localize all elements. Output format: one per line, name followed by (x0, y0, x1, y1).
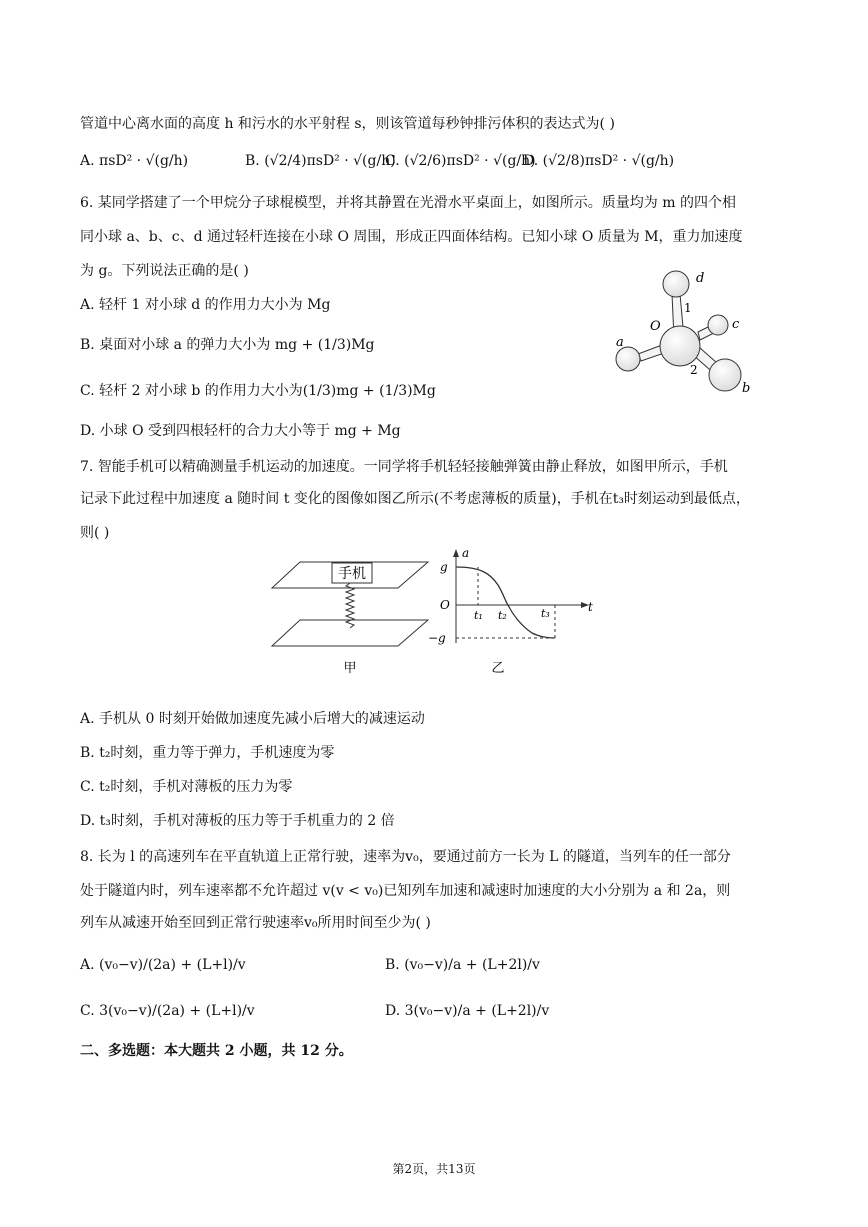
label-t1: t₁ (474, 609, 483, 622)
q5-option-b: B. (√2/4)πsD² · √(g/h) (245, 153, 396, 169)
ball-b (709, 359, 741, 391)
q8-stem-line2: 处于隧道内时，列车速率都不允许超过 v(v < v₀)已知列车加速和减速时加速度的大小分别为 a 和 2a，则 (80, 883, 731, 899)
q5-tail: 管道中心离水面的高度 h 和污水的水平射程 s，则该管道每秒钟排污体积的表达式为( ) (80, 116, 615, 132)
label-d: d (696, 271, 705, 286)
label-g: g (440, 560, 448, 574)
label-t-axis: t (588, 600, 593, 614)
acceleration-graph (420, 545, 600, 680)
q7-option-a: A. 手机从 0 时刻开始做加速度先减小后增大的减速运动 (80, 711, 425, 727)
label-minus-g: −g (428, 631, 446, 645)
phone-label: 手机 (338, 566, 366, 582)
ball-d (663, 271, 689, 297)
label-a: a (616, 335, 624, 350)
q8-stem-line3: 列车从减速开始至回到正常行驶速率v₀所用时间至少为( ) (80, 915, 431, 931)
q6-stem-line2: 同小球 a、b、c、d 通过轻杆连接在小球 O 周围，形成正四面体结构。已知小球 O 质量为 M，重力加速度 (80, 229, 743, 245)
q5-option-d: D. (√2/8)πsD² · √(g/h) (523, 153, 675, 169)
q7-option-d: D. t₃时刻，手机对薄板的压力等于手机重力的 2 倍 (80, 813, 395, 829)
q7-option-c: C. t₂时刻，手机对薄板的压力为零 (80, 779, 293, 795)
q5-option-c: C. (√2/6)πsD² · √(g/h) (385, 153, 536, 169)
ball-a (616, 347, 640, 371)
label-c: c (732, 317, 740, 332)
q8-option-c: C. 3(v₀−v)/(2a) + (L+l)/v (80, 1003, 255, 1019)
spring (346, 583, 354, 628)
section-2-heading: 二、多选题：本大题共 2 小题，共 12 分。 (80, 1043, 353, 1059)
q8-stem-line1: 8. 长为 l 的高速列车在平直轨道上正常行驶，速率为v₀，要通过前方一长为 L 的隧道，当列车的任一部分 (80, 849, 731, 865)
q8-option-a: A. (v₀−v)/(2a) + (L+l)/v (80, 957, 246, 973)
q5-option-a: A. πsD² · √(g/h) (80, 153, 189, 169)
label-origin: O (440, 598, 450, 612)
label-t3: t₃ (541, 607, 550, 620)
label-2: 2 (690, 363, 698, 377)
q6-option-a: A. 轻杆 1 对小球 d 的作用力大小为 Mg (80, 297, 331, 313)
ball-c (708, 315, 728, 335)
q7-option-b: B. t₂时刻，重力等于弹力，手机速度为零 (80, 745, 335, 761)
q6-stem-line3: 为 g。下列说法正确的是( ) (80, 263, 249, 279)
label-o: O (650, 319, 661, 334)
q6-option-d: D. 小球 O 受到四根轻杆的合力大小等于 mg + Mg (80, 423, 401, 439)
caption-yi: 乙 (491, 661, 505, 676)
q6-stem-line1: 6. 某同学搭建了一个甲烷分子球棍模型，并将其静置在光滑水平桌面上，如图所示。质量均为 m 的四个相 (80, 195, 736, 211)
q7-stem-line3: 则( ) (80, 525, 110, 541)
q8-option-d: D. 3(v₀−v)/a + (L+2l)/v (385, 1003, 550, 1019)
label-t2: t₂ (498, 609, 507, 622)
a-axis-arrow (453, 549, 459, 557)
q8-option-b: B. (v₀−v)/a + (L+2l)/v (385, 957, 540, 973)
accel-curve (456, 567, 555, 638)
caption-jia: 甲 (343, 661, 357, 676)
q7-stem-line2: 记录下此过程中加速度 a 随时间 t 变化的图像如图乙所示(不考虑薄板的质量)，手机在t₃时刻运动到最低点， (80, 491, 750, 507)
label-b: b (742, 381, 751, 396)
label-a-axis: a (462, 546, 470, 560)
q6-option-b: B. 桌面对小球 a 的弹力大小为 mg + (1/3)Mg (80, 337, 375, 353)
q7-stem-line1: 7. 智能手机可以精确测量手机运动的加速度。一同学将手机轻轻接触弹簧由静止释放，如图甲所示，手机 (80, 459, 728, 475)
phone-spring-figure (270, 550, 430, 680)
ball-o (660, 326, 700, 366)
page-footer: 第2页，共13页 (392, 1162, 476, 1176)
q6-option-c: C. 轻杆 2 对小球 b 的作用力大小为(1/3)mg + (1/3)Mg (80, 383, 436, 399)
methane-model-figure (600, 262, 760, 402)
label-1: 1 (684, 301, 692, 315)
